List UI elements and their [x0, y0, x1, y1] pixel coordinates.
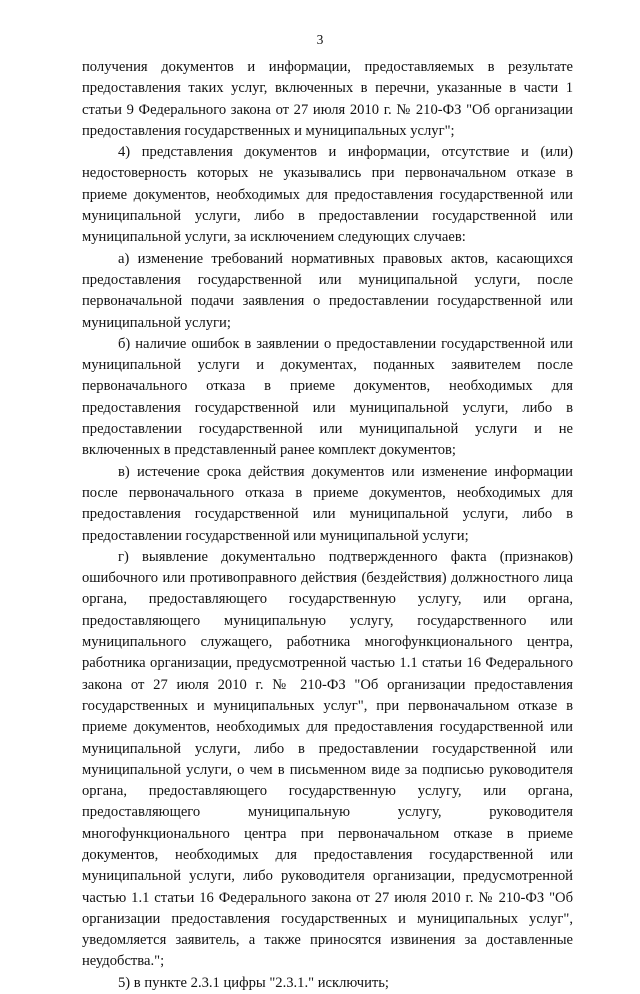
- paragraph-item-v: в) истечение срока действия документов или изменение информации после первоначального отказа в приеме документов, необходимых для предоставления государственной или муниципальной услуги, либо в предоставлении государственной или муниципальной услуги;: [82, 463, 573, 544]
- paragraph-item-4: 4) представления документов и информации, отсутствие и (или) недостоверность которых не указывались при первоначальном отказе в приеме документов, необходимых для предоставления государственной или муниципальной услуги, либо в предоставлении государственной или муниципальной услуги, за исключением следующих случаев:: [82, 144, 573, 246]
- paragraph-item-5: 5) в пункте 2.3.1 цифры "2.3.1." исключить;: [118, 974, 389, 991]
- paragraph-continuation: получения документов и информации, предоставляемых в результате предоставления таких услуг, включенных в перечни, указанные в части 1 статьи 9 Федерального закона от 27 июля 2010 г. № 210-ФЗ "Об организации предоставления государственных и муниципальных услуг";: [82, 59, 573, 139]
- paragraph-item-a: а) изменение требований нормативных правовых актов, касающихся предоставления государственной или муниципальной услуги, после первоначальной подачи заявления о предоставлении государственной или муниципальной услуги;: [82, 250, 573, 331]
- paragraph-item-b: б) наличие ошибок в заявлении о предоставлении государственной или муниципальной услуги и документах, поданных заявителем после первоначального отказа в приеме документов, необходимых для предоставления государственной или муниципальной услуги, либо в предоставлении государственной или муниципальной услуги и не включенных в представленный ранее комплект документов;: [82, 335, 573, 459]
- paragraph-item-g: г) выявление документально подтвержденного факта (признаков) ошибочного или противоправного действия (бездействия) должностного лица органа, предоставляющего государственную услугу, или органа, предоставляющего муниципальную услугу, государственного или муниципального служащего, работника многофункционального центра, работника организации, предусмотренной частью 1.1 статьи 16 Федерального закона от 27 июля 2010 г. № 210-ФЗ "Об организации предоставления государственных и муниципальных услуг", при первоначальном отказе в приеме документов, необходимых для предоставления государственной или муниципальной услуги, либо в предоставлении государственной или муниципальной услуги, о чем в письменном виде за подписью руководителя органа, предоставляющего государственную услугу, или органа, предоставляющего муниципальную услугу, руководителя многофункционального центра при первоначальном отказе в приеме документов, необходимых для предоставления государственной или муниципальной услуги, либо руководителя организации, предусмотренной частью 1.1 статьи 16 Федерального закона от 27 июля 2010 г. № 210-ФЗ "Об организации предоставления государственных и муниципальных услуг", уведомляется заявитель, а также приносятся извинения за доставленные неудобства.";: [82, 548, 573, 970]
- document-body: [82, 57, 573, 994]
- page-number: 3: [316, 32, 324, 47]
